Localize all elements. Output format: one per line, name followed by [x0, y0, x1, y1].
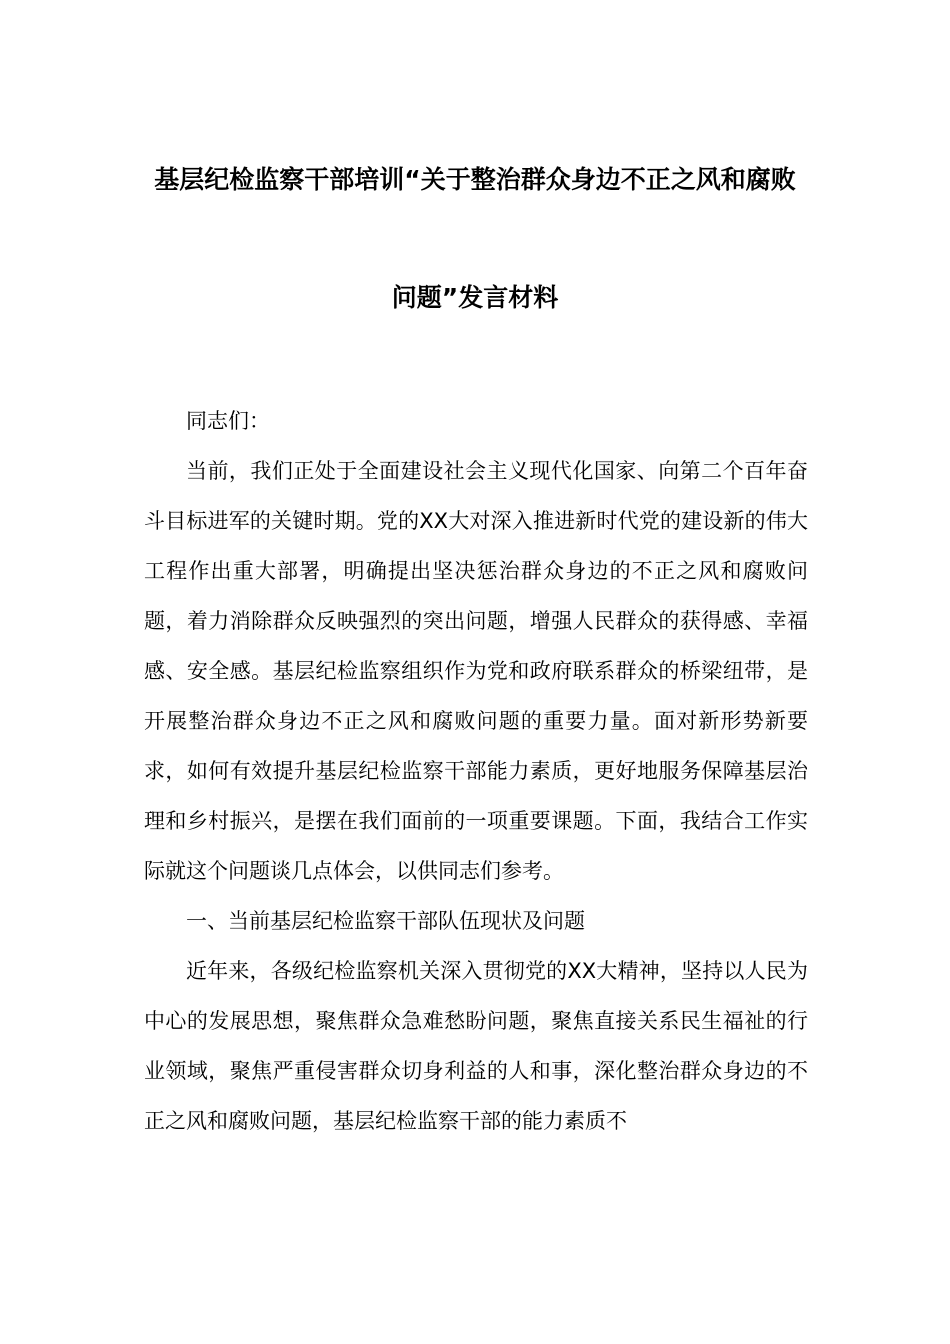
document-title-line-1: 基层纪检监察干部培训“关于整治群众身边不正之风和腐败	[154, 165, 796, 194]
body-paragraph-intro: 当前，我们正处于全面建设社会主义现代化国家、向第二个百年奋斗目标进军的关键时期。党的XX大对深入推进新时代党的建设新的伟大工程作出重大部署，明确提出坚决惩治群众身边的不正之风和腐败问题，着力消除群众反映强烈的突出问题，增强人民群众的获得感、幸福感、安全感。基层纪检监察组织作为党和政府联系群众的桥梁纽带，是开展整治群众身边不正之风和腐败问题的重要力量。面对新形势新要求，如何有效提升基层纪检监察干部能力素质，更好地服务保障基层治理和乡村振兴，是摆在我们面前的一项重要课题。下面，我结合工作实际就这个问题谈几点体会，以供同志们参考。	[144, 459, 808, 883]
document-body	[144, 396, 808, 1146]
body-paragraph-section-1: 近年来，各级纪检监察机关深入贯彻党的XX大精神，坚持以人民为中心的发展思想，聚焦群众急难愁盼问题，聚焦直接关系民生福祉的行业领域，聚焦严重侵害群众切身利益的人和事，深化整治群众身边的不正之风和腐败问题，基层纪检监察干部的能力素质不	[144, 959, 808, 1133]
section-heading-1: 一、当前基层纪检监察干部队伍现状及问题	[186, 909, 585, 933]
document-title-line-2: 问题”发言材料	[391, 283, 559, 312]
salutation: 同志们：	[186, 409, 270, 433]
